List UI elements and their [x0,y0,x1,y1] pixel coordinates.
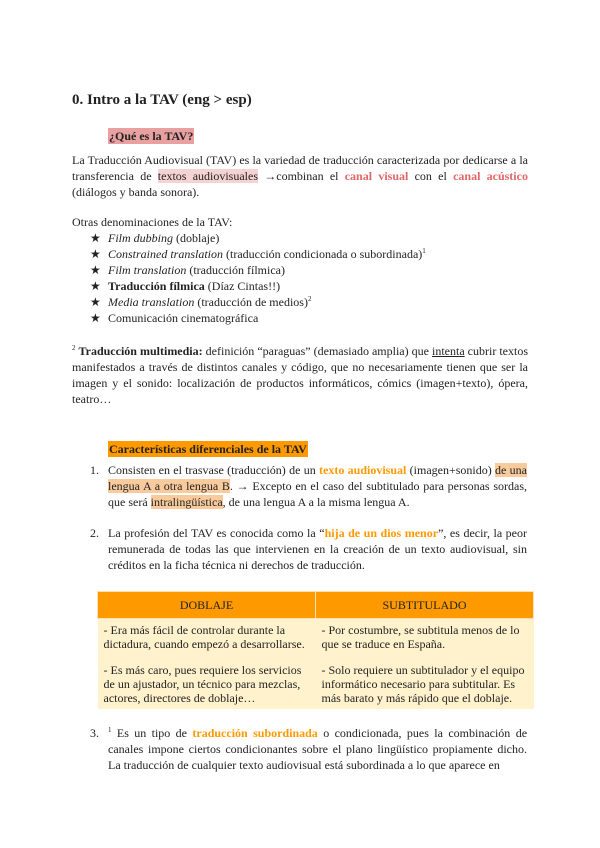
highlight: textos audiovisuales [157,169,259,183]
list-item-2 [108,525,527,573]
text: La Traducción Audiovisual (TAV) es la variedad de traducción caracterizada por dedicarse a la transferencia de [72,153,528,183]
cell-text: - Es más caro, pues requiere los servicios de un ajustador, un técnico para mezclas, actores, directores de doblaje… [103,663,302,705]
star-icon: ★ [90,231,101,245]
text: Consisten en el trasvase (traducción) de un [108,463,320,477]
text: definición “paraguas” (demasiado amplia) que [202,344,432,358]
text: (imagen+sonido) [406,463,496,477]
cell-text: - Solo requiere un subtitulador y el equipo informático necesario para subtitular. Es más barato y más rápido que el doblaje. [321,663,525,705]
term: Media translation [108,295,195,309]
text: (traducción de medios) [194,295,308,309]
footnote-ref: 2 [72,344,76,352]
text: →combinan el [258,169,345,183]
text: Es un tipo de [111,726,193,740]
star-icon: ★ [90,279,101,293]
highlight: intralingüística [150,495,223,509]
other-names-label: Otras denominaciones de la TAV: [72,215,233,229]
section-heading-que-es: ¿Qué es la TAV? [109,129,194,143]
footnote-ref: 2 [307,295,312,303]
term: Traducción multimedia: [78,344,203,358]
text: cubrir textos manifestados a través de distintos canales y código, que no necesariamente tienen que ser la imagen y el sonido: localización de productos informáticos, cómics (imagen+texto), ópera, teatro… [72,344,528,406]
keyword: texto audiovisual [319,463,407,477]
keyword: traducción subordinada [192,726,318,740]
term: Traducción fílmica [108,279,205,293]
cell-text: - Era más fácil de controlar durante la dictadura, cuando empezó a desarrollarse. [103,623,305,651]
text: (doblaje) [173,231,220,245]
text: con el [408,169,454,183]
text: . → Excepto en el caso del subtitulado para personas sordas, que será [108,479,527,509]
table-cell [316,619,534,710]
keyword: hija de un dios menor [324,526,439,540]
text: (traducción condicionada o subordinada) [223,247,423,261]
text: (Díaz Cintas!!) [204,279,281,293]
highlight: de una lengua A a otra lengua B [108,463,527,493]
list-number: 3. [90,726,99,740]
term: Film dubbing [108,231,173,245]
term: Constrained translation [108,247,224,261]
footnote-ref: 1 [422,247,426,255]
list-item-1 [108,462,527,510]
names-list [90,230,426,326]
keyword: canal visual [344,169,409,183]
list-number: 1. [90,463,99,477]
page-title: 0. Intro a la TAV (eng > esp) [72,92,252,108]
keyword: canal acústico [453,169,528,183]
star-icon: ★ [90,247,101,261]
intro-paragraph [72,152,528,200]
star-icon: ★ [90,295,101,309]
star-icon: ★ [90,263,101,277]
list-item-3 [108,725,527,773]
table-header: SUBTITULADO [316,592,534,619]
text: (traducción fílmica) [186,263,285,277]
term: Film translation [108,263,187,277]
list-item [90,294,426,310]
list-item [90,246,426,262]
text: (diálogos y banda sonora). [72,185,200,199]
underlined-text: intenta [431,344,465,358]
text: ”, es decir, la peor remunerada de todas las que intervienen en la creación de un texto audiovisual, sin créditos en la ficha técnica ni derechos de traducción. [108,526,527,572]
text: La profesión del TAV es conocida como la “ [108,526,325,540]
table-header: DOBLAJE [98,592,316,619]
cell-text: - Por costumbre, se subtitula menos de lo que se traduce en España. [321,623,520,651]
comparison-table [97,591,534,709]
text: , de una lengua A a la misma lengua A. [222,495,410,509]
list-item [90,262,426,278]
star-icon: ★ [90,311,101,325]
list-item [90,230,426,246]
list-item [90,278,426,294]
text: Comunicación cinematográfica [108,311,259,325]
list-item [90,310,426,326]
table-cell [98,619,316,710]
footnote-ref: 1 [108,726,112,734]
text: o condicionada, pues la combinación de canales impone ciertos condicionantes sobre el plano lingüístico propiamente dicho. La traducción de cualquier texto audiovisual está subordinada a lo que aparece en [108,726,528,772]
footnote-multimedia [72,343,528,407]
list-number: 2. [90,526,99,540]
table-row [98,619,534,710]
section-heading-caracteristicas: Características diferenciales de la TAV [109,442,307,456]
